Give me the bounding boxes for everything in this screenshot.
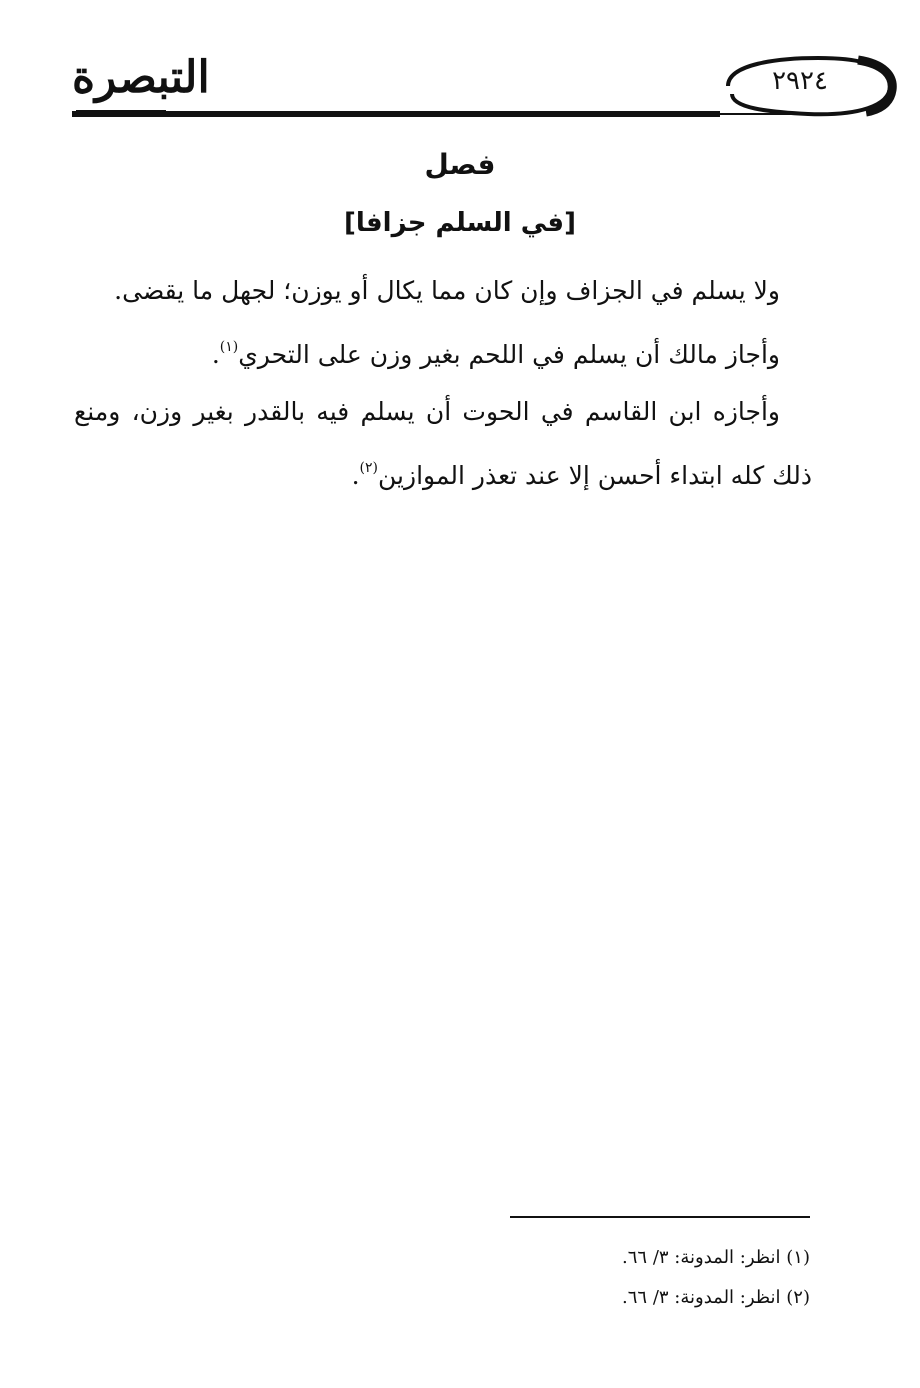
section-title: فصل — [424, 148, 496, 181]
subsection-title: [في السلم جزافا] — [344, 208, 576, 238]
page-number: ٢٩٢٤ — [772, 66, 828, 96]
header-rule-tail — [720, 113, 830, 115]
paragraph-end: . — [211, 340, 220, 369]
footnote-rule — [510, 1216, 810, 1218]
paragraph — [74, 262, 812, 319]
page-header — [72, 50, 832, 130]
paragraph-text: ولا يسلم في الجزاف وإن كان مما يكال أو يوزن؛ لجهل ما يقضى. — [114, 276, 780, 305]
paragraph-text: وأجازه ابن القاسم في الحوت أن يسلم فيه بالقدر بغير وزن، ومنع ذلك كله ابتداء أحسن إلا عند تعذر الموازين — [74, 397, 812, 490]
paragraph-end: . — [351, 461, 360, 490]
body-text — [74, 262, 812, 504]
footnote-ref: (١) — [219, 339, 239, 355]
footnote-ref: (٢) — [359, 460, 379, 476]
book-title: التبصرة — [72, 52, 210, 103]
footnotes — [500, 1238, 810, 1318]
paragraph — [74, 319, 812, 383]
header-rule — [72, 111, 720, 117]
footnote: (١) انظر: المدونة: ٣/ ٦٦. — [622, 1247, 810, 1268]
footnote: (٢) انظر: المدونة: ٣/ ٦٦. — [622, 1287, 810, 1308]
paragraph — [74, 383, 812, 504]
paragraph-text: وأجاز مالك أن يسلم في اللحم بغير وزن على التحري — [238, 340, 780, 369]
